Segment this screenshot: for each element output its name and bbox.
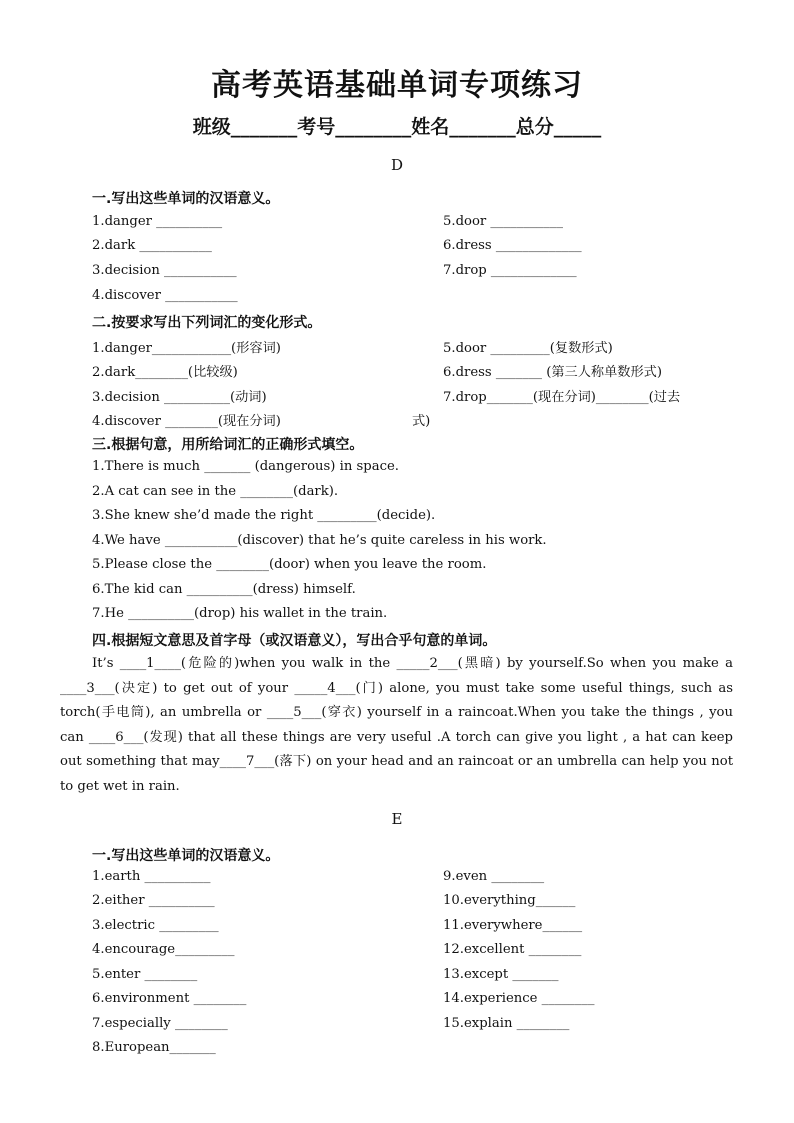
d-part1-item: 5.door ___________ [443, 214, 563, 229]
d-part3-sentence: 7.He __________(drop) his wallet in the train. [92, 606, 388, 621]
e-part1-item: 12.excellent ________ [443, 942, 582, 957]
d-part3-sentence: 6.The kid can __________(dress) himself. [92, 582, 356, 597]
e-part1-item: 9.even ________ [443, 869, 545, 884]
e-part1-item: 2.either __________ [92, 893, 215, 908]
d-part1-item: 2.dark ___________ [92, 238, 212, 253]
student-info-line: 班级_______考号________姓名_______总分_____ [192, 116, 602, 138]
d-part1-item: 4.discover ___________ [92, 288, 238, 303]
d-part2-item: 6.dress _______ (第三人称单数形式) [443, 365, 662, 380]
e-part1-item: 11.everywhere______ [443, 918, 583, 933]
e-part1-item: 8.European_______ [92, 1040, 216, 1055]
d-part1-heading: 一.写出这些单词的汉语意义。 [92, 191, 280, 207]
d-part3-sentence: 4.We have ___________(discover) that he’s quite careless in his work. [92, 533, 547, 548]
d-part4-heading: 四.根据短文意思及首字母（或汉语意义），写出合乎句意的单词。 [92, 633, 497, 649]
e-part1-item: 14.experience ________ [443, 991, 595, 1006]
d-part3-heading: 三.根据句意，用所给词汇的正确形式填空。 [92, 437, 364, 453]
d-part2-item: 5.door _________(复数形式) [443, 341, 613, 356]
e-part1-heading: 一.写出这些单词的汉语意义。 [92, 848, 280, 864]
e-part1-item: 13.except _______ [443, 967, 559, 982]
d-part2-heading: 二.按要求写出下列词汇的变化形式。 [92, 315, 322, 331]
d-part2-item: 2.dark________(比较级) [92, 365, 238, 380]
d-part2-item: 4.discover ________(现在分词) [92, 414, 281, 429]
d-part1-item: 7.drop _____________ [443, 263, 577, 278]
d-part4-passage: It’s ____1____(危险的)when you walk in the _____2___(黑暗) by yourself.So when you make a ____3___(决定) to get out of your _____4___(门) alone, you must take some useful things, such as torch(手电筒), an umbrella or ____5___(穿衣) yourself in a raincoat.When you take the things , you can ____6___(发现) that all these things are very useful .A torch can give you light , a hat can keep out something that may____7___(落下) on your head and an raincoat or an umbrella can help you not to get wet in rain. [60, 656, 733, 794]
d-part1-item: 6.dress _____________ [443, 238, 582, 253]
page-title: 高考英语基础单词专项练习 [211, 68, 583, 103]
e-part1-item: 7.especially ________ [92, 1016, 228, 1031]
section-d-letter: D [390, 156, 404, 174]
e-part1-item: 6.environment ________ [92, 991, 247, 1006]
d-part3-sentence: 1.There is much _______ (dangerous) in space. [92, 459, 399, 474]
e-part1-item: 1.earth __________ [92, 869, 211, 884]
e-part1-item: 15.explain ________ [443, 1016, 570, 1031]
d-part2-item-wrap: 式) [412, 414, 431, 429]
d-part2-item: 1.danger____________(形容词) [92, 341, 281, 356]
e-part1-item: 10.everything______ [443, 893, 576, 908]
d-part3-sentence: 2.A cat can see in the ________(dark). [92, 484, 339, 499]
e-part1-item: 5.enter ________ [92, 967, 198, 982]
e-part1-item: 3.electric _________ [92, 918, 219, 933]
d-part1-item: 1.danger __________ [92, 214, 223, 229]
d-part3-sentence: 3.She knew she’d made the right _________(decide). [92, 508, 436, 523]
e-part1-item: 4.encourage_________ [92, 942, 235, 957]
d-part2-item: 7.drop_______(现在分词)________(过去 [443, 390, 681, 405]
d-part1-item: 3.decision ___________ [92, 263, 237, 278]
section-e-letter: E [391, 810, 403, 828]
d-part2-item: 3.decision __________(动词) [92, 390, 267, 405]
d-part3-sentence: 5.Please close the ________(door) when you leave the room. [92, 557, 487, 572]
